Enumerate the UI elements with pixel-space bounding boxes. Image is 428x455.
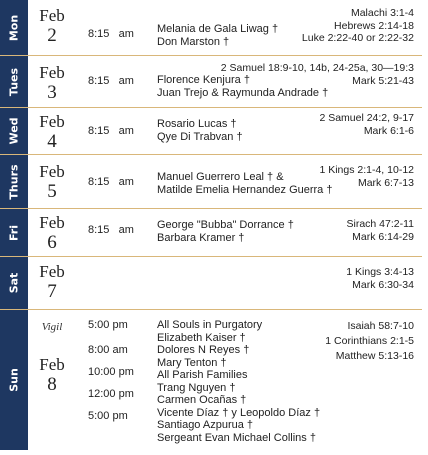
mass-time: 5:00 pm — [88, 410, 128, 422]
mass-time: 8:15 am — [88, 28, 134, 40]
month: Feb — [39, 112, 65, 131]
intention: Elizabeth Kaiser † — [157, 331, 246, 344]
readings — [302, 7, 414, 45]
mass-time: 10:00 pm — [88, 366, 134, 378]
mass-times — [88, 319, 134, 423]
intention: Barbara Kramer † — [157, 231, 245, 244]
reading: Mark 5:21-43 — [352, 74, 414, 87]
reading: Mark 6:30-34 — [352, 278, 414, 291]
intention: Santiago Azpurua † — [157, 419, 254, 431]
reading: 1 Kings 3:4-13 — [346, 266, 414, 278]
intention: Sergeant Evan Michael Collins † — [157, 431, 316, 444]
reading: 2 Samuel 18:9-10, 14b, 24-25a, 30—19:3 — [220, 62, 414, 74]
day-number: 3 — [47, 82, 57, 103]
weekday-label: Thurs — [7, 163, 21, 200]
date — [28, 355, 76, 396]
intentions — [157, 219, 294, 244]
intention: Melania de Gala Liwag † — [157, 23, 279, 35]
intentions — [157, 23, 278, 48]
intention: Vicente Díaz † y Leopoldo Díaz † — [157, 406, 321, 419]
intention: Dolores N Reyes † — [157, 344, 250, 356]
weekday-tab — [0, 0, 28, 55]
date — [28, 63, 76, 104]
mass-time: 8:00 am — [88, 344, 128, 356]
mass-time: 8:15 am — [88, 176, 134, 188]
intention: All Souls in Purgatory — [157, 319, 263, 331]
mass-time: 8:15 am — [88, 75, 134, 87]
day-number: 2 — [47, 25, 57, 46]
reading: 2 Samuel 24:2, 9-17 — [319, 112, 414, 124]
intention: George "Bubba" Dorrance † — [157, 219, 294, 231]
weekday-label: Sat — [7, 272, 21, 294]
readings — [221, 62, 414, 87]
weekday-tab — [0, 310, 28, 450]
readings — [319, 164, 414, 189]
reading: Luke 2:22-40 or 2:22-32 — [301, 32, 414, 44]
date — [28, 6, 76, 47]
weekday-tab — [0, 257, 28, 309]
day-number: 4 — [47, 131, 57, 152]
intention: Juan Trejo & Raymunda Andrade † — [157, 86, 329, 99]
vigil-label: Vigil — [41, 321, 63, 333]
mass-time: 12:00 pm — [88, 388, 134, 400]
reading: Hebrews 2:14-18 — [334, 19, 414, 32]
date — [28, 162, 76, 203]
date — [28, 213, 76, 254]
readings — [346, 266, 414, 291]
mass-time: 5:00 pm — [88, 319, 128, 331]
month: Feb — [39, 262, 65, 281]
reading: 1 Corinthians 2:1-5 — [325, 335, 414, 347]
intentions — [157, 171, 332, 196]
weekday-tab — [0, 155, 28, 208]
intention: Don Marston † — [157, 35, 230, 48]
weekday-label: Mon — [7, 14, 21, 41]
reading: Mark 6:1-6 — [363, 124, 414, 137]
reading: Malachi 3:1-4 — [350, 7, 414, 19]
day-row-fri — [0, 209, 422, 257]
month: Feb — [39, 6, 65, 25]
weekday-label: Wed — [7, 117, 21, 145]
day-number: 7 — [47, 281, 57, 302]
readings — [346, 218, 414, 243]
month: Feb — [39, 213, 65, 232]
reading: Matthew 5:13-16 — [335, 350, 414, 362]
reading: Mark 6:14-29 — [352, 230, 414, 243]
intention: Mary Tenton † — [157, 356, 227, 369]
day-number: 6 — [47, 232, 57, 253]
weekday-label: Tues — [7, 67, 21, 96]
weekday-tab — [0, 108, 28, 154]
month: Feb — [39, 162, 65, 181]
day-row-wed — [0, 108, 422, 155]
month: Feb — [39, 355, 65, 374]
intentions — [157, 319, 320, 444]
reading: Isaiah 58:7-10 — [347, 320, 414, 332]
day-row-sun — [0, 310, 422, 450]
intention: Matilde Emelia Hernandez Guerra † — [157, 183, 333, 196]
day-row-mon — [0, 0, 422, 56]
date — [28, 262, 76, 303]
mass-time: 8:15 am — [88, 224, 134, 236]
month: Feb — [39, 63, 65, 82]
reading: Mark 6:7-13 — [357, 176, 414, 189]
intentions — [157, 118, 243, 143]
readings — [319, 112, 414, 137]
reading: 1 Kings 2:1-4, 10-12 — [319, 164, 414, 176]
day-row-sat — [0, 257, 422, 310]
readings — [325, 319, 414, 364]
intention: Carmen Ocañas † — [157, 394, 247, 406]
day-row-tues — [0, 56, 422, 108]
intention: Florence Kenjura † — [157, 74, 250, 86]
day-number: 5 — [47, 181, 57, 202]
weekday-tab — [0, 209, 28, 256]
intention: Manuel Guerrero Leal † & — [157, 171, 284, 183]
reading: Sirach 47:2-11 — [346, 218, 414, 230]
mass-time: 8:15 am — [88, 125, 134, 137]
intention: Rosario Lucas † — [157, 118, 237, 130]
day-number: 8 — [47, 374, 57, 395]
day-row-thurs — [0, 155, 422, 209]
weekday-label: Fri — [7, 224, 21, 241]
weekday-label: Sun — [7, 368, 21, 392]
date — [28, 112, 76, 153]
intention: All Parish Families — [157, 369, 248, 381]
intention: Trang Nguyen † — [157, 381, 236, 394]
weekday-tab — [0, 56, 28, 107]
intention: Qye Di Trabvan † — [157, 130, 243, 143]
